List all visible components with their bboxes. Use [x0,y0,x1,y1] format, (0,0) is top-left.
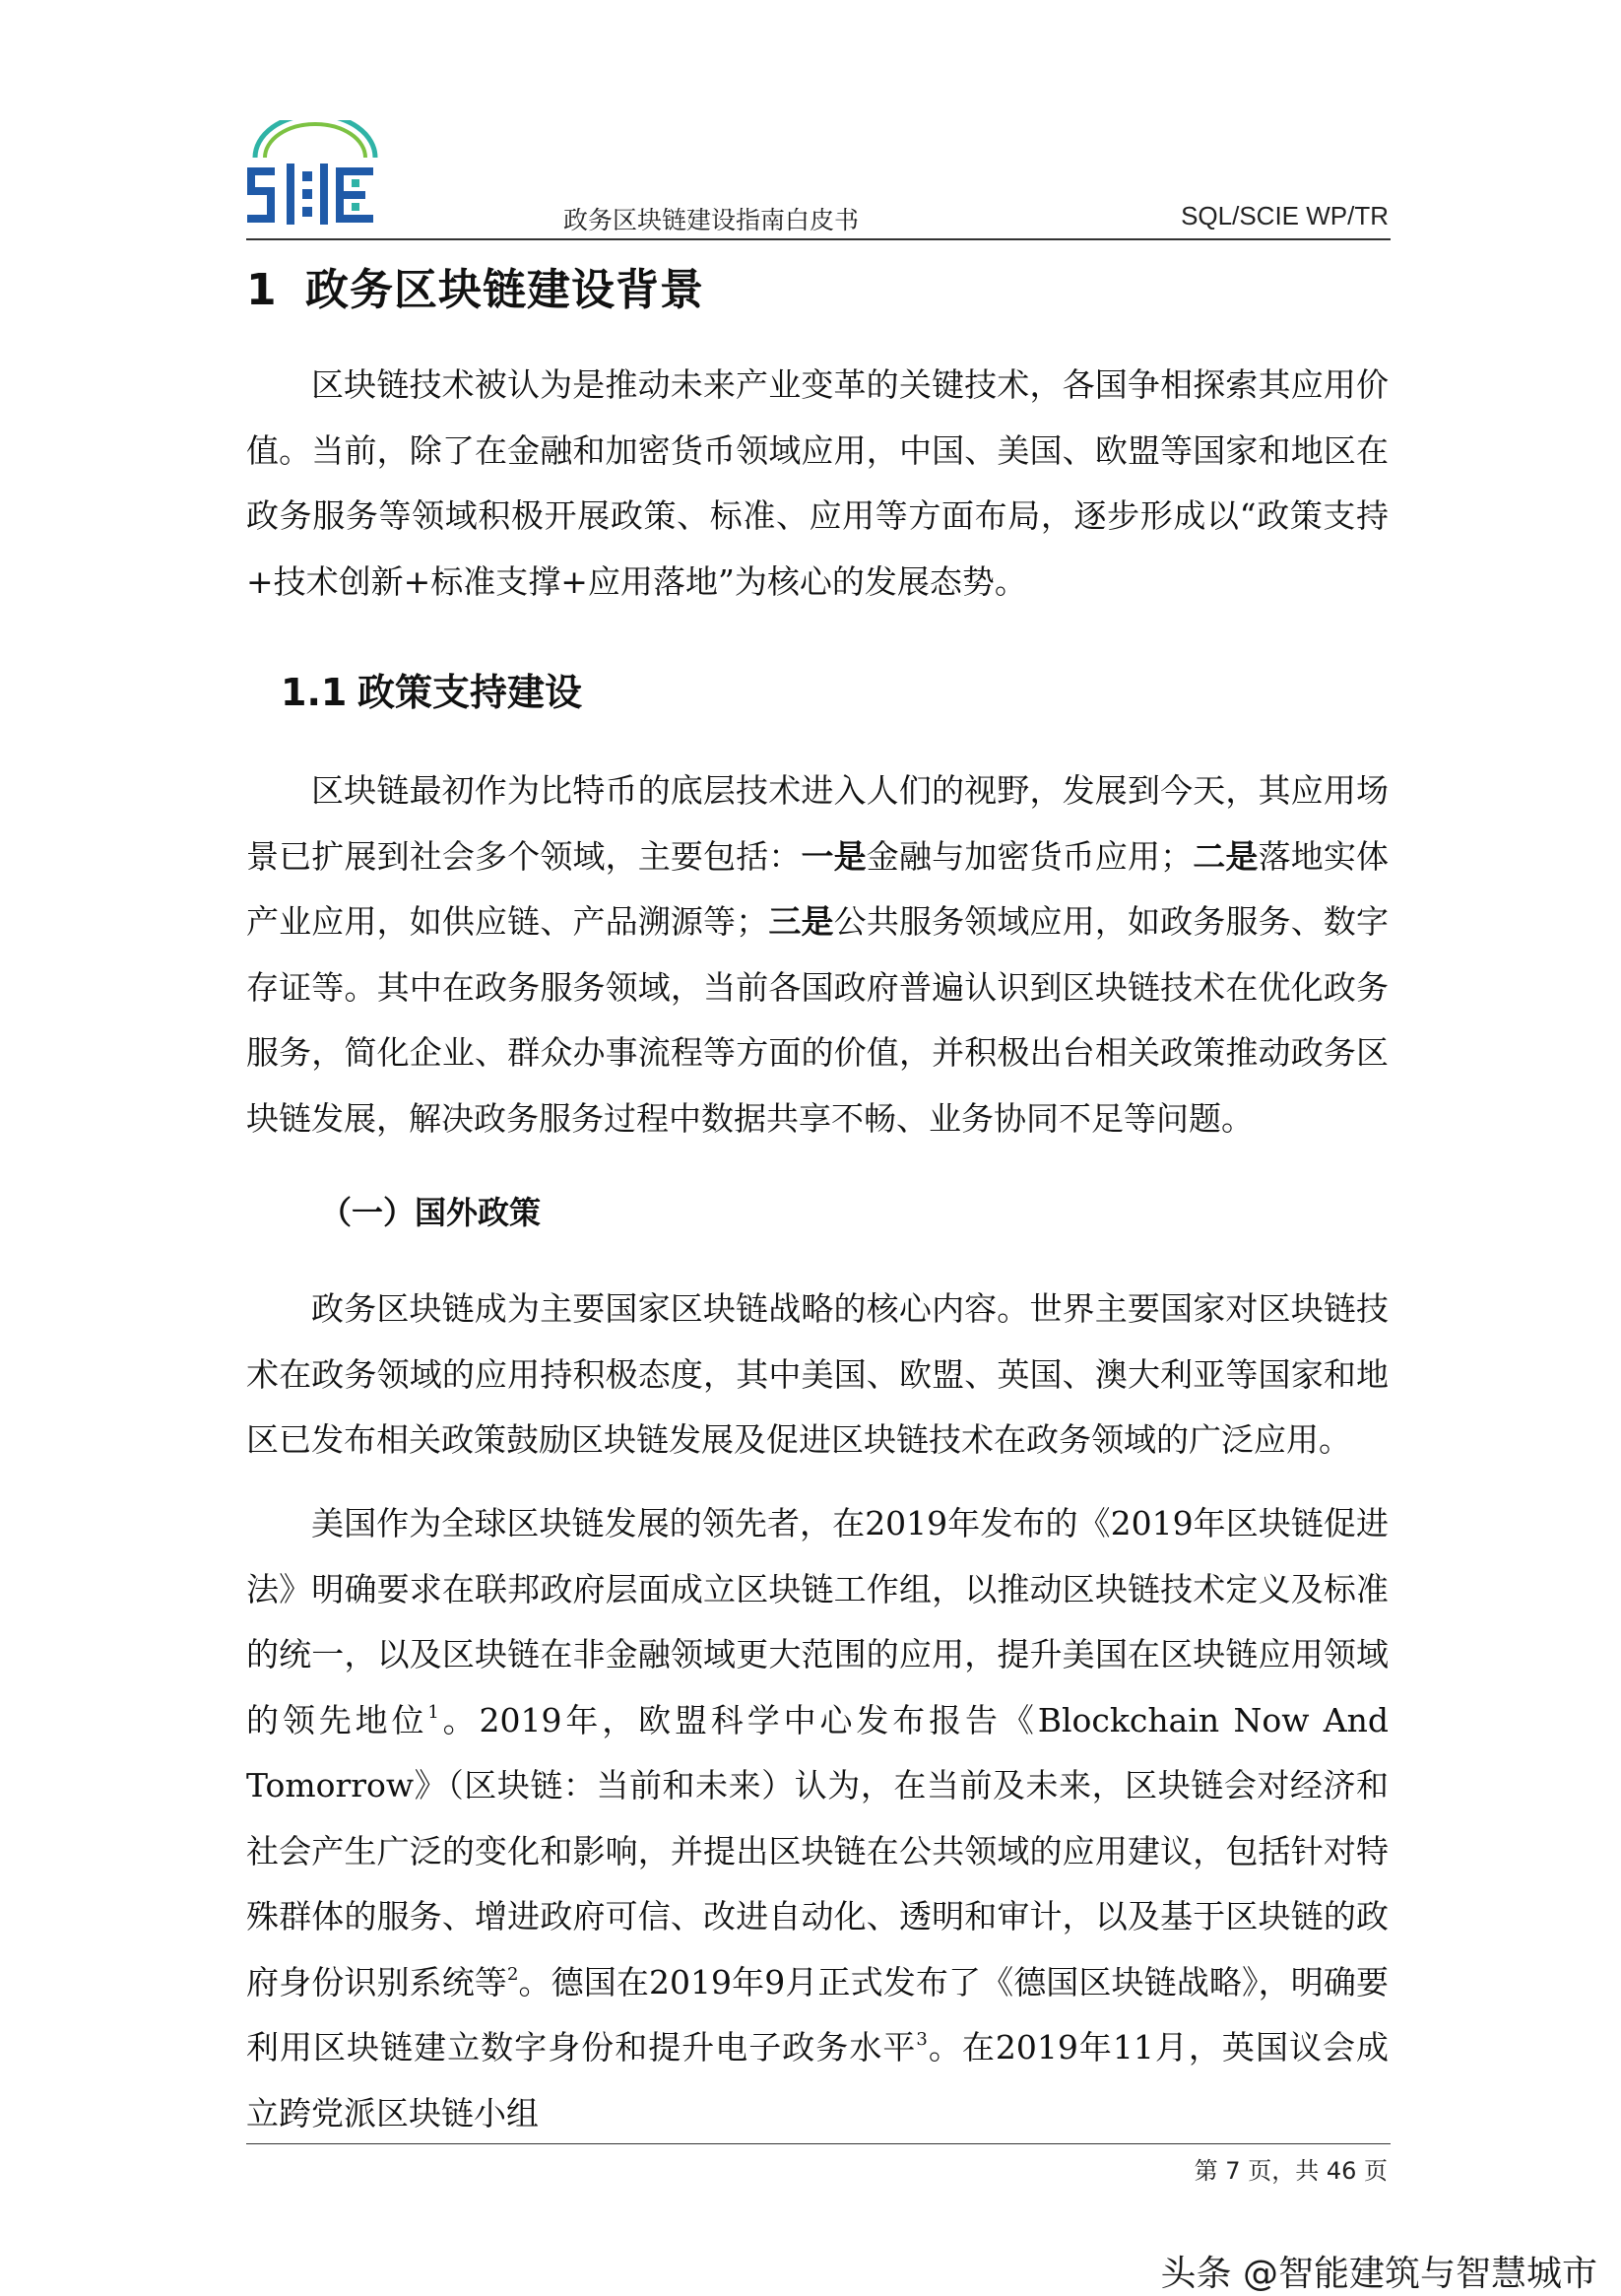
section-1-heading [246,254,704,317]
para-text: 。2019年，欧盟科学中心发布报告《Blockchain Now And Tomorrow》（区块链：当前和未来）认为，在当前及未来，区块链会对经济和社会产生广泛的变化和影响，并提出区块链在公共领域的应用建议，包括针对特殊群体的服务、增进政府可信、改进自动化、透明和审计，以及基于区块链的政府身份识别系统等 [246,1700,1390,2001]
bold-second: 二是 [1193,836,1259,876]
bold-first: 一是 [801,836,867,876]
bold-third: 三是 [768,902,834,941]
scie-logo [241,120,389,230]
foreign-policy-paragraph-1: 政务区块链成为主要国家区块链战略的核心内容。世界主要国家对区块链技术在政务领域的应用持积极态度，其中美国、欧盟、英国、澳大利亚等国家和地区已发布相关政策鼓励区块链发展及促进区块链技术在政务领域的广泛应用。 [246,1289,1389,1459]
footnote-ref-1[interactable]: 1 [427,1701,439,1723]
para-text: 区块链最初作为比特币的底层技术进入人们的视野，发展到今天，其应用场景已扩展到社会多个领域，主要包括： [246,771,1389,876]
section-1-1-number: 1.1 [281,671,348,714]
footnote-ref-3[interactable]: 3 [916,2029,928,2050]
para-text: 公共服务领域应用，如政务服务、数字存证等。其中在政务服务领域，当前各国政府普遍认识到区块链技术在优化政务服务，简化企业、群众办事流程等方面的价值，并积极出台相关政策推动政务区块链发展，解决政务服务过程中数据共享不畅、业务协同不足等问题。 [246,902,1390,1138]
section-1-1-heading [281,662,582,716]
section-1-paragraph: 区块链技术被认为是推动未来产业变革的关键技术，各国争相探索其应用价值。当前，除了在金融和加密货币领域应用，中国、美国、欧盟等国家和地区在政务服务等领域积极开展政策、标准、应用等方面布局，逐步形成以“政策支持+技术创新+标准支撑+应用落地”为核心的发展态势。 [246,365,1389,601]
section-1-1-paragraph [246,758,1389,1151]
para-text: 落地实体产业应用，如供应链、产品溯源等； [246,836,1390,941]
header-doc-title: 政务区块链建设指南白皮书 [563,206,860,234]
subsection-foreign-policy-heading: （一）国外政策 [320,1194,542,1231]
footer-divider [246,2143,1391,2144]
header-divider [246,238,1391,240]
header-doc-code: SQL/SCIE WP/TR [1181,201,1389,230]
section-1-title: 政务区块链建设背景 [305,265,704,315]
foreign-policy-paragraph-2 [246,1491,1389,2146]
page-number: 第 7 页，共 46 页 [1194,2157,1388,2185]
watermark-text: 头条 @智能建筑与智慧城市 [1160,2254,1597,2294]
para-text: 。德国在2019年9月正式发布了《德国区块链战略》，明确要利用区块链建立数字身份和提升电子政务水平 [246,1962,1390,2066]
para-text: 金融与加密货币应用； [866,836,1194,876]
footnote-ref-2[interactable]: 2 [506,1963,519,1985]
para-text: 。在2019年11月，英国议会成立跨党派区块链小组 [246,2028,1389,2132]
para-text: 美国作为全球区块链发展的领先者，在2019年发布的《2019年区块链促进法》明确要求在联邦政府层面成立区块链工作组，以推动区块链技术定义及标准的统一，以及区块链在非金融领域更大范围的应用，提升美国在区块链应用领域的领先地位 [246,1504,1389,1739]
section-1-number: 1 [246,265,278,315]
section-1-1-title: 政策支持建设 [357,671,583,714]
